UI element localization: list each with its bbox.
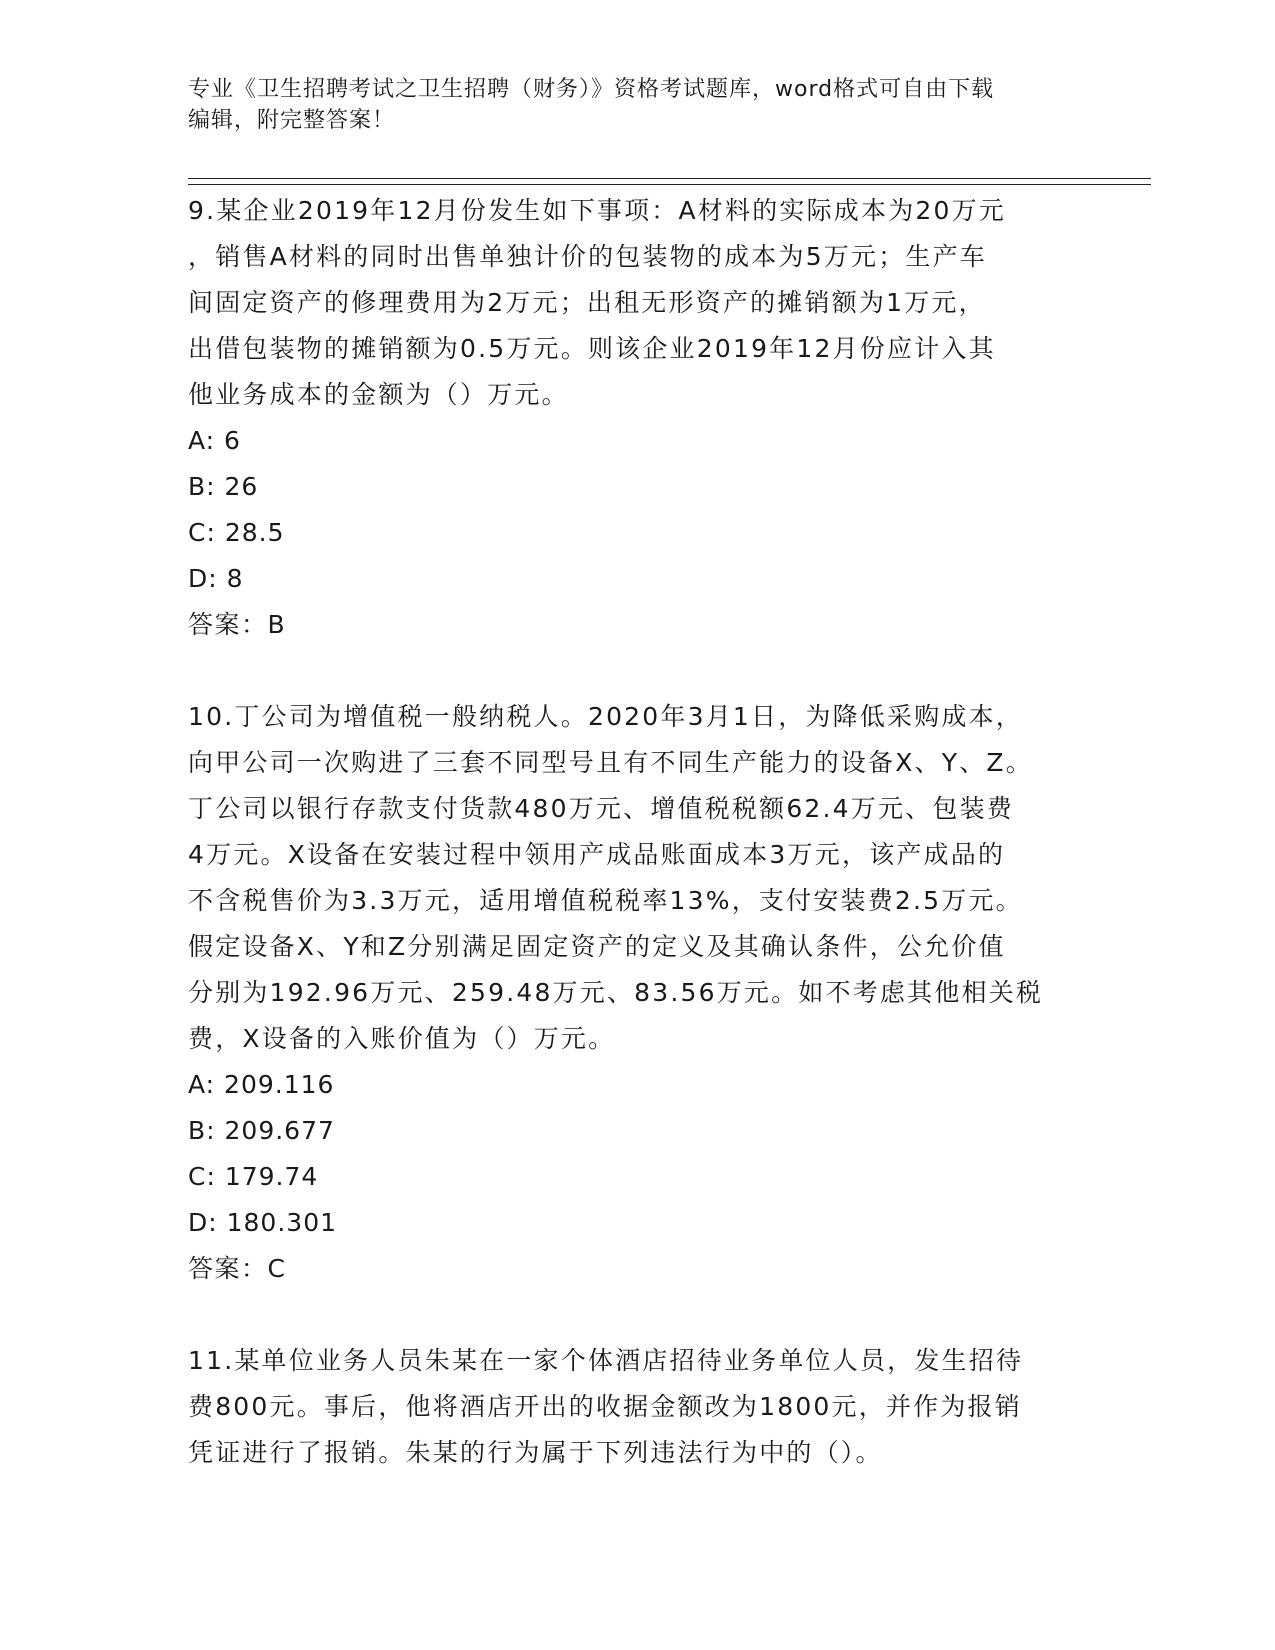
- stem-line: 11.某单位业务人员朱某在一家个体酒店招待业务单位人员，发生招待: [188, 1346, 1024, 1375]
- stem-line: 4万元。X设备在安装过程中领用产成品账面成本3万元，该产成品的: [188, 840, 1006, 869]
- header-line-1: 专业《卫生招聘考试之卫生招聘（财务）》资格考试题库，word格式可自由下载: [188, 77, 995, 102]
- question-11: [188, 1338, 1088, 1476]
- header-divider-bottom: [188, 184, 1151, 185]
- stem-line: 丁公司以银行存款支付货款480万元、增值税税额62.4万元、包装费: [188, 794, 1014, 823]
- option-b: B: 209.677: [188, 1116, 335, 1145]
- question-9: [188, 188, 1088, 648]
- header-divider-top: [188, 178, 1151, 179]
- question-stem: [188, 1338, 1088, 1476]
- header-line-2: 编辑，附完整答案！: [188, 108, 396, 133]
- question-stem: [188, 694, 1088, 1062]
- stem-line: 费，X设备的入账价值为（）万元。: [188, 1024, 616, 1053]
- stem-line: 不含税售价为3.3万元，适用增值税税率13%，支付安装费2.5万元。: [188, 886, 1023, 915]
- document-header: [188, 74, 1068, 136]
- stem-line: 分别为192.96万元、259.48万元、83.56万元。如不考虑其他相关税: [188, 978, 1044, 1007]
- answer-line: 答案：B: [188, 610, 287, 639]
- stem-line: 费800元。事后，他将酒店开出的收据金额改为1800元，并作为报销: [188, 1392, 1022, 1421]
- stem-line: 凭证进行了报销。朱某的行为属于下列违法行为中的（）。: [188, 1438, 883, 1467]
- option-a: A: 6: [188, 426, 241, 455]
- stem-line: 9.某企业2019年12月份发生如下事项：A材料的实际成本为20万元: [188, 196, 1007, 225]
- stem-line: ，销售A材料的同时出售单独计价的包装物的成本为5万元；生产车: [188, 242, 988, 271]
- stem-line: 他业务成本的金额为（）万元。: [188, 380, 569, 409]
- stem-line: 出借包装物的摊销额为0.5万元。则该企业2019年12月份应计入其: [188, 334, 996, 363]
- question-list: [188, 188, 1088, 1476]
- option-d: D: 8: [188, 564, 244, 593]
- question-10: [188, 694, 1088, 1292]
- option-c: C: 179.74: [188, 1162, 319, 1191]
- option-d: D: 180.301: [188, 1208, 338, 1237]
- option-a: A: 209.116: [188, 1070, 335, 1099]
- answer-line: 答案：C: [188, 1254, 287, 1283]
- option-c: C: 28.5: [188, 518, 285, 547]
- stem-line: 假定设备X、Y和Z分别满足固定资产的定义及其确认条件，公允价值: [188, 932, 1006, 961]
- stem-line: 10.丁公司为增值税一般纳税人。2020年3月1日，为降低采购成本，: [188, 702, 1023, 731]
- stem-line: 间固定资产的修理费用为2万元；出租无形资产的摊销额为1万元，: [188, 288, 986, 317]
- question-stem: [188, 188, 1088, 418]
- stem-line: 向甲公司一次购进了三套不同型号且有不同生产能力的设备X、Y、Z。: [188, 748, 1033, 777]
- option-b: B: 26: [188, 472, 259, 501]
